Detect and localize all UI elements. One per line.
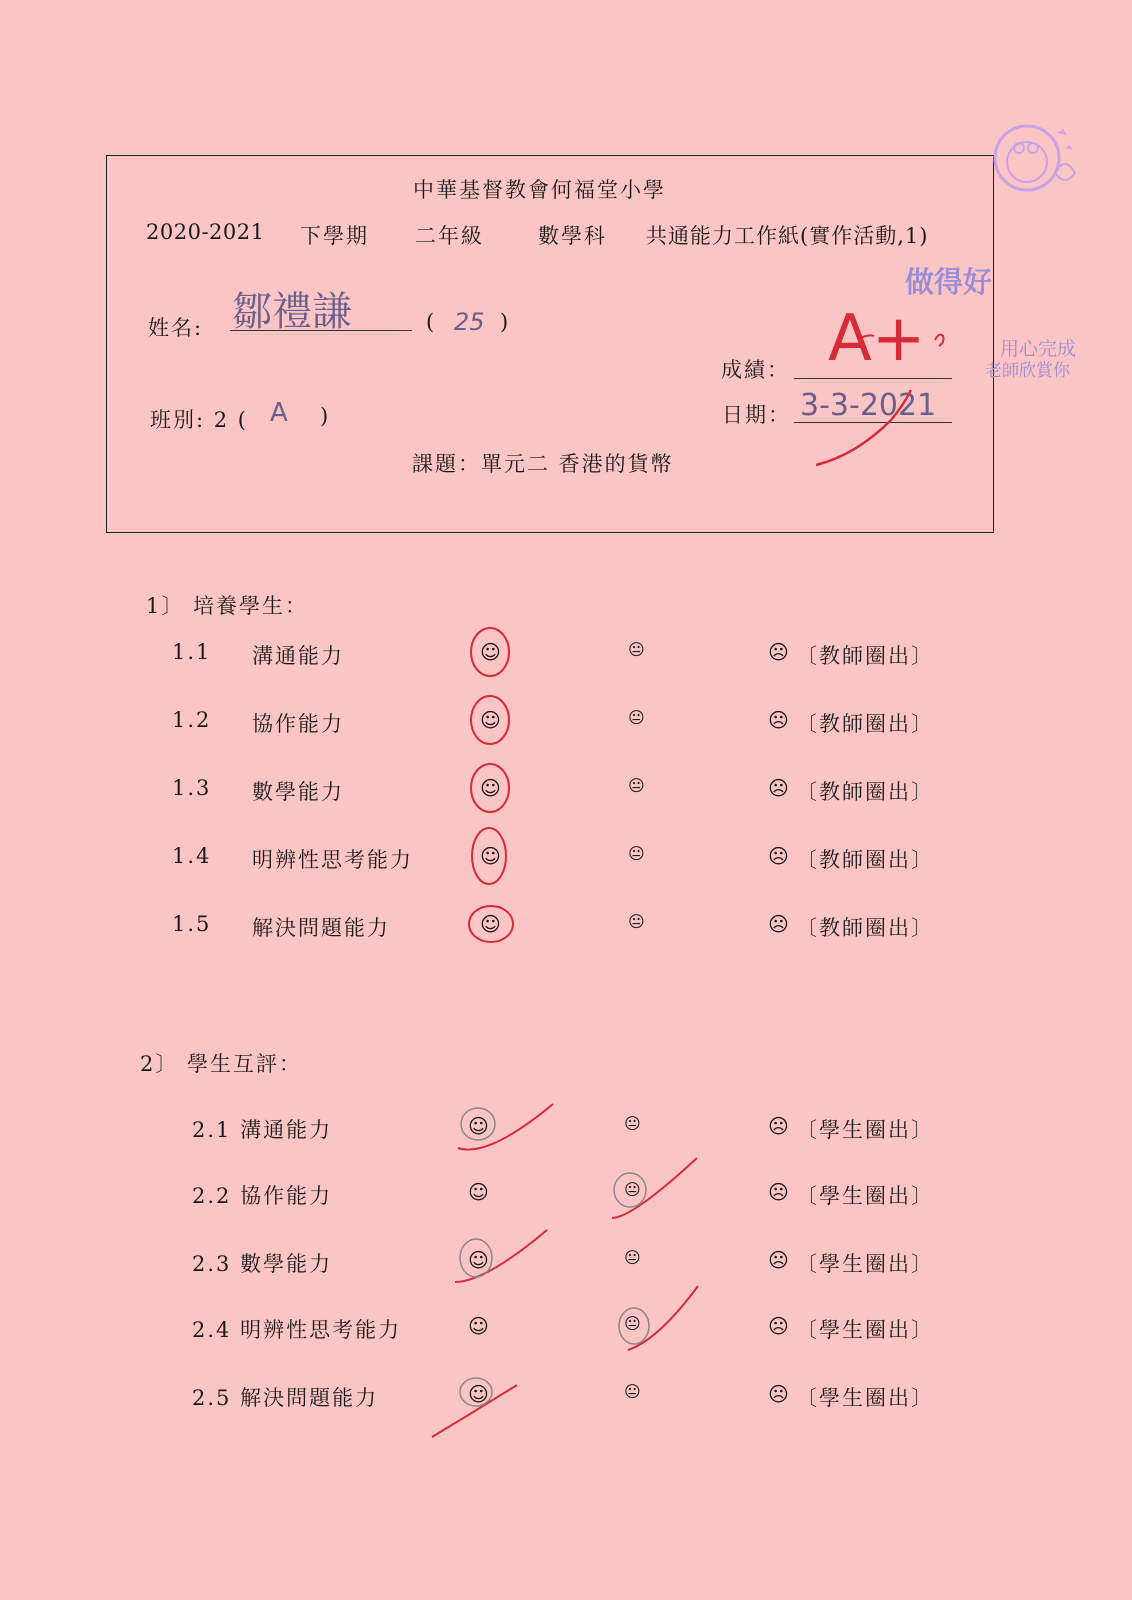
s1-item-note: 〔教師圈出〕: [796, 916, 934, 940]
grade: 二年級: [415, 224, 484, 248]
happy-face-icon: ☺: [468, 1382, 489, 1406]
sad-face-icon: ☹: [768, 776, 789, 800]
stamp-line3: 老師欣賞你: [985, 361, 1070, 381]
s2-item-note: 〔學生圈出〕: [796, 1118, 934, 1142]
doraemon-stamp-icon: [985, 118, 1085, 208]
s1-item-note: 〔教師圈出〕: [796, 712, 934, 736]
stamp-line1: 做得好: [905, 265, 993, 299]
s2-item-label: 2.2 協作能力: [192, 1184, 333, 1208]
happy-face-icon: ☺: [480, 912, 501, 936]
sad-face-icon: ☹: [768, 1114, 789, 1138]
class-label: 班別: 2 (: [150, 408, 248, 432]
topic: 課題：單元二 香港的貨幣: [412, 452, 674, 476]
happy-face-icon: ☺: [480, 844, 501, 868]
name-value: 鄒禮謙: [232, 289, 352, 335]
class-value: A: [270, 398, 288, 428]
s1-item-label: 協作能力: [252, 712, 344, 736]
s1-item-num: 1.5: [172, 912, 212, 936]
date-value: 3-3-2021: [800, 388, 937, 423]
sad-face-icon: ☹: [768, 1248, 789, 1272]
s1-item-note: 〔教師圈出〕: [796, 848, 934, 872]
subject: 數學科: [538, 224, 607, 248]
happy-face-icon: ☺: [468, 1314, 489, 1338]
number-close: ): [500, 310, 511, 334]
section2-title: 2〕 學生互評：: [140, 1052, 303, 1076]
s2-item-note: 〔學生圈出〕: [796, 1252, 934, 1276]
sad-face-icon: ☹: [768, 1180, 789, 1204]
class-close: ): [320, 404, 331, 428]
s2-item-note: 〔學生圈出〕: [796, 1184, 934, 1208]
date-label: 日期：: [722, 403, 791, 427]
stamp-line2: 用心完成: [1000, 338, 1077, 360]
neutral-face-icon: 😐: [624, 1248, 641, 1267]
neutral-face-icon: 😐: [624, 1314, 641, 1333]
s1-item-label: 明辨性思考能力: [252, 848, 413, 872]
s1-item-num: 1.4: [172, 844, 212, 868]
section1-title: 1〕 培養學生：: [146, 594, 309, 618]
s2-item-note: 〔學生圈出〕: [796, 1386, 934, 1410]
happy-face-icon: ☺: [480, 708, 501, 732]
neutral-face-icon: 😐: [628, 912, 645, 931]
school-name: 中華基督教會何福堂小學: [413, 178, 666, 202]
score-value: A+: [828, 302, 926, 376]
s1-item-num: 1.2: [172, 708, 212, 732]
s2-item-note: 〔學生圈出〕: [796, 1318, 934, 1342]
s1-item-label: 解決問題能力: [252, 916, 390, 940]
s2-item-label: 2.1 溝通能力: [192, 1118, 333, 1142]
neutral-face-icon: 😐: [624, 1382, 641, 1401]
term: 下學期: [300, 224, 369, 248]
sad-face-icon: ☹: [768, 1314, 789, 1338]
school-year: 2020-2021: [146, 220, 265, 244]
s1-item-note: 〔教師圈出〕: [796, 644, 934, 668]
s2-item-label: 2.5 解決問題能力: [192, 1386, 379, 1410]
s1-item-label: 溝通能力: [252, 644, 344, 668]
sad-face-icon: ☹: [768, 708, 789, 732]
neutral-face-icon: 😐: [624, 1114, 641, 1133]
student-number: 25: [454, 308, 485, 336]
happy-face-icon: ☺: [468, 1248, 489, 1272]
score-underline: [794, 378, 952, 379]
neutral-face-icon: 😐: [628, 640, 645, 659]
name-label: 姓名:: [148, 316, 204, 340]
s1-item-label: 數學能力: [252, 780, 344, 804]
s2-item-label: 2.4 明辨性思考能力: [192, 1318, 402, 1342]
worksheet-title: 共通能力工作紙(實作活動,1): [646, 224, 929, 248]
neutral-face-icon: 😐: [628, 844, 645, 863]
sad-face-icon: ☹: [768, 844, 789, 868]
happy-face-icon: ☺: [468, 1114, 489, 1138]
s1-item-num: 1.3: [172, 776, 212, 800]
s1-item-note: 〔教師圈出〕: [796, 780, 934, 804]
happy-face-icon: ☺: [480, 640, 501, 664]
sad-face-icon: ☹: [768, 912, 789, 936]
name-underline: [230, 330, 412, 331]
sad-face-icon: ☹: [768, 640, 789, 664]
happy-face-icon: ☺: [468, 1180, 489, 1204]
neutral-face-icon: 😐: [624, 1180, 641, 1199]
sad-face-icon: ☹: [768, 1382, 789, 1406]
happy-face-icon: ☺: [480, 776, 501, 800]
number-open: (: [426, 310, 437, 334]
neutral-face-icon: 😐: [628, 776, 645, 795]
score-label: 成績：: [721, 358, 790, 382]
s1-item-num: 1.1: [172, 640, 212, 664]
neutral-face-icon: 😐: [628, 708, 645, 727]
s2-item-label: 2.3 數學能力: [192, 1252, 333, 1276]
date-underline: [794, 422, 952, 423]
